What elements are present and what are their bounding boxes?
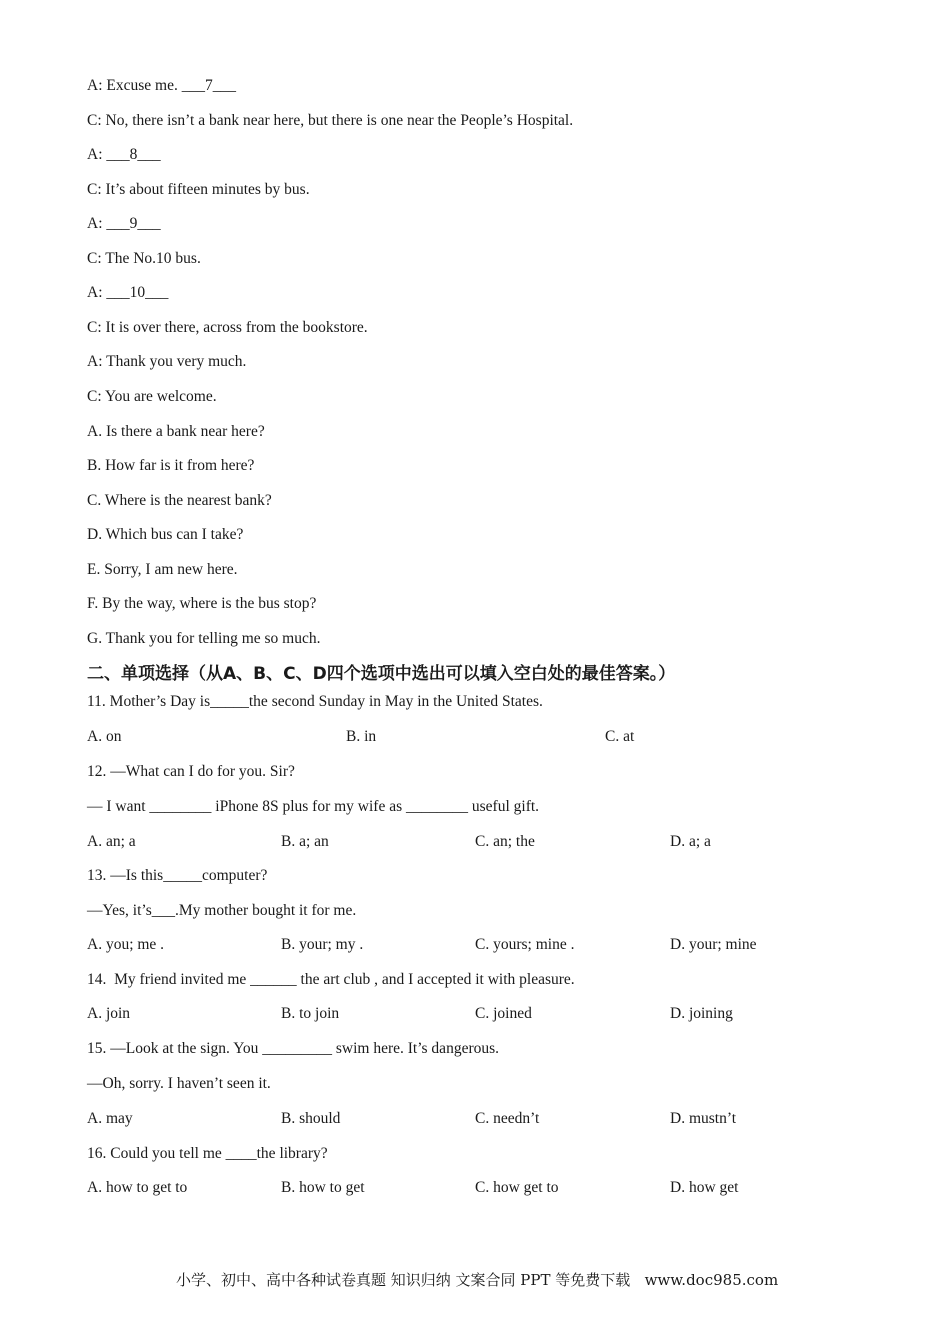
answer-blank: ___10___ bbox=[106, 284, 169, 301]
dialogue-line: A: ___10___ bbox=[87, 284, 169, 301]
question-text: 16. Could you tell me ____the library? bbox=[87, 1145, 328, 1162]
question-text: —Yes, it’s___.My mother bought it for me. bbox=[87, 902, 357, 919]
section-heading: 二、单项选择（从A、B、C、D四个选项中选出可以填入空白处的最佳答案。） bbox=[87, 664, 676, 684]
option-c: C. at bbox=[605, 728, 635, 745]
choice-item: D. Which bus can I take? bbox=[87, 526, 244, 543]
dialogue-line: C: No, there isn’t a bank near here, but there is one near the People’s Hospital. bbox=[87, 112, 574, 129]
question-text: 11. Mother’s Day is_____the second Sunday in May in the United States. bbox=[87, 693, 543, 710]
option-b: B. in bbox=[346, 728, 377, 745]
option-a: A. may bbox=[87, 1110, 133, 1127]
dialogue-line: A: Thank you very much. bbox=[87, 353, 247, 370]
choice-item: C. Where is the nearest bank? bbox=[87, 492, 272, 509]
option-c: C. needn’t bbox=[475, 1110, 540, 1127]
question-text: 12. —What can I do for you. Sir? bbox=[87, 763, 295, 780]
option-c: C. how get to bbox=[475, 1179, 559, 1196]
choice-item: A. Is there a bank near here? bbox=[87, 423, 265, 440]
answer-blank: ___8___ bbox=[106, 146, 161, 163]
page-footer: 小学、初中、高中各种试卷真题 知识归纳 文案合同 PPT 等免费下载 www.doc985.com bbox=[176, 1271, 779, 1289]
option-c: C. yours; mine . bbox=[475, 936, 575, 953]
dialogue-line: A: ___8___ bbox=[87, 146, 161, 163]
answer-blank: ___9___ bbox=[106, 215, 161, 232]
dialogue-line: C: The No.10 bus. bbox=[87, 250, 201, 267]
option-b: B. a; an bbox=[281, 833, 329, 850]
question-text: 14. My friend invited me ______ the art club , and I accepted it with pleasure. bbox=[87, 971, 575, 988]
dialogue-line: C: You are welcome. bbox=[87, 388, 217, 405]
option-d: D. how get bbox=[670, 1179, 739, 1196]
option-c: C. joined bbox=[475, 1005, 532, 1022]
choice-item: G. Thank you for telling me so much. bbox=[87, 630, 321, 647]
choice-item: E. Sorry, I am new here. bbox=[87, 561, 238, 578]
option-a: A. join bbox=[87, 1005, 131, 1022]
option-a: A. how to get to bbox=[87, 1179, 188, 1196]
dialogue-line: A: ___9___ bbox=[87, 215, 161, 232]
option-b: B. should bbox=[281, 1110, 341, 1127]
option-a: A. on bbox=[87, 728, 122, 745]
option-c: C. an; the bbox=[475, 833, 535, 850]
option-d: D. a; a bbox=[670, 833, 711, 850]
question-text: — I want ________ iPhone 8S plus for my wife as ________ useful gift. bbox=[87, 798, 540, 815]
question-text: 13. —Is this_____computer? bbox=[87, 867, 268, 884]
dialogue-line: C: It’s about fifteen minutes by bus. bbox=[87, 181, 310, 198]
dialogue-line: A: Excuse me. ___7___ bbox=[87, 77, 236, 94]
choice-item: B. How far is it from here? bbox=[87, 457, 255, 474]
option-b: B. how to get bbox=[281, 1179, 365, 1196]
question-text: —Oh, sorry. I haven’t seen it. bbox=[87, 1075, 271, 1092]
option-a: A. you; me . bbox=[87, 936, 165, 953]
question-text: 15. —Look at the sign. You _________ swim here. It’s dangerous. bbox=[87, 1040, 500, 1057]
option-b: B. your; my . bbox=[281, 936, 364, 953]
option-d: D. your; mine bbox=[670, 936, 757, 953]
option-d: D. mustn’t bbox=[670, 1110, 737, 1127]
option-d: D. joining bbox=[670, 1005, 733, 1022]
option-b: B. to join bbox=[281, 1005, 340, 1022]
option-a: A. an; a bbox=[87, 833, 136, 850]
choice-item: F. By the way, where is the bus stop? bbox=[87, 595, 317, 612]
dialogue-line: C: It is over there, across from the bookstore. bbox=[87, 319, 368, 336]
answer-blank: ___7___ bbox=[181, 77, 236, 94]
